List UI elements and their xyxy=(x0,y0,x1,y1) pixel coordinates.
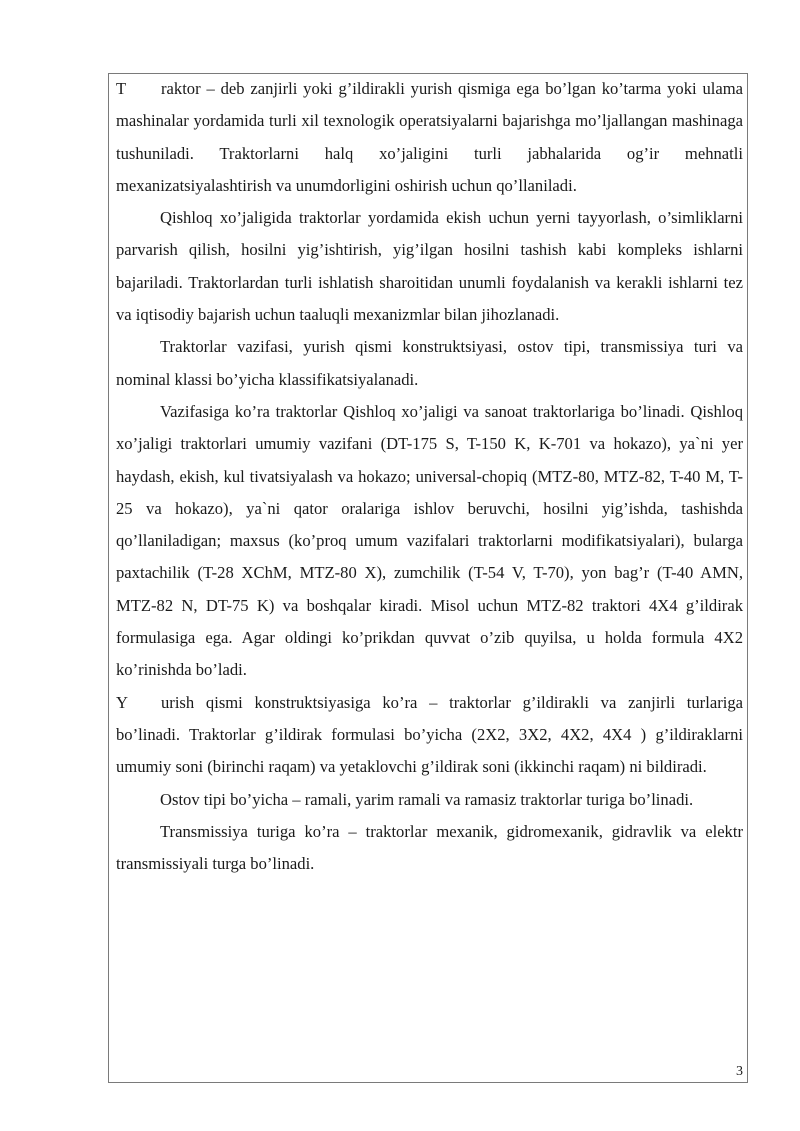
paragraph-agriculture-use: Qishloq xo’jaligida traktorlar yordamida ekish uchun yerni tayyorlash, o’simliklarni parvarish qilish, hosilni yig’ishtirish, yig’ilgan hosilni tashish kabi kompleks ishlarni bajariladi. Traktorlardan turli ishlatish sharoitidan unumli foydalanish va kerakli ishlarni tez va iqtisodiy bajarish uchun taaluqli mexanizmlar bilan jihozlanadi. xyxy=(116,208,743,325)
page-number: 3 xyxy=(736,1064,743,1079)
paragraph-classification: Traktorlar vazifasi, yurish qismi konstruktsiyasi, ostov tipi, transmissiya turi va nominal klassi bo’yicha klassifikatsiyalanadi. xyxy=(116,337,743,389)
lead-letter: Y xyxy=(116,692,128,712)
paragraph-tractor-definition xyxy=(116,73,743,202)
paragraph-text: urish qismi konstruktsiyasiga ko’ra – traktorlar g’ildirakli va zanjirli turlariga bo’linadi. Traktorlar g’ildirak formulasi bo’yicha (2X2, 3X2, 4X2, 4X4 ) g’ildiraklarni umumiy soni (birinchi raqam) va yetaklovchi g’ildirak soni (ikkinchi raqam) ni bildiradi. xyxy=(116,692,743,777)
paragraph-frame-type: Ostov tipi bo’yicha – ramali, yarim ramali va ramasiz traktorlar turiga bo’linadi. xyxy=(160,789,694,809)
lead-letter: T xyxy=(116,79,127,98)
paragraph-text: raktor – deb zanjirli yoki g’ildirakli yurish qismiga ega bo’lgan ko’tarma yoki ulama mashinalar yordamida turli xil texnologik operatsiyalarni bajarishga mo’ljallangan mashinaga tushuniladi. Traktorlarni halq xo’jaligini turli jabhalarida og’ir mehnatli mexanizatsiyalashtirish va unumdorligini oshirish uchun qo’llaniladi. xyxy=(116,79,743,195)
paragraph-transmission-type: Transmissiya turiga ko’ra – traktorlar mexanik, gidromexanik, gidravlik va elektr transmissiyali turga bo’linadi. xyxy=(116,821,743,874)
paragraph-running-gear xyxy=(116,687,743,784)
paragraph-purpose-types: Vazifasiga ko’ra traktorlar Qishloq xo’jaligi va sanoat traktorlariga bo’linadi. Qishloq xo’jaligi traktorlari umumiy vazifani (DT-175 S, T-150 K, K-701 va hokazo), ya`ni yer haydash, ekish, kul tivatsiyalash va hokazo; universal-chopiq (MTZ-80, MTZ-82, T-40 M, T-25 va hokazo), ya`ni qator oralariga ishlov beruvchi, hosilni yig’ishda, tashishda qo’llaniladigan; maxsus (ko’proq umum vazifalari traktorlarni modifikatsiyalari), bularga paxtachilik (T-28 XChM, MTZ-80 X), zumchilik (T-54 V, T-70), yon bag’r (T-40 AMN, MTZ-82 N, DT-75 K) va boshqalar kiradi. Misol uchun MTZ-82 traktori 4X4 g’ildirak formulasiga ega. Agar oldingi ko’prikdan quvvat o’zib quyilsa, u holda formula 4X2 ko’rinishda bo’ladi. xyxy=(116,401,743,680)
document-body xyxy=(116,73,743,880)
